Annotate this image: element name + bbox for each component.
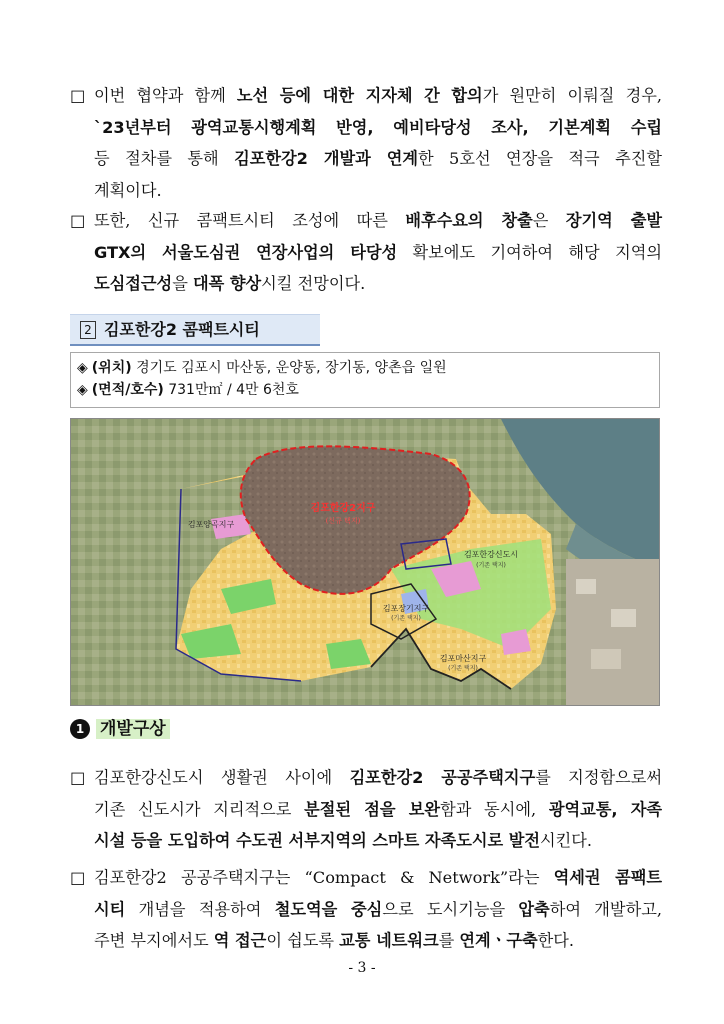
plain-text: 이 쉽도록 (266, 931, 340, 950)
checkbox-bullet: □ (70, 211, 86, 230)
text-line (94, 925, 662, 957)
section-title (70, 314, 320, 346)
aerial-map-image (71, 419, 660, 706)
emphasis-text: 도심접근성 (94, 274, 173, 293)
diamond-bullet-icon: ◈ (77, 382, 88, 398)
text-line (94, 237, 662, 269)
paragraph-body (94, 205, 662, 300)
paragraph-body (94, 762, 662, 857)
info-box (70, 352, 660, 408)
text-line (94, 175, 662, 207)
plain-text: 기존 신도시가 지리적으로 (94, 799, 305, 819)
emphasis-text: 역세권 콤팩트 (553, 868, 662, 887)
paragraph-4 (70, 862, 662, 957)
plain-text: 를 지정함으로써 (535, 768, 663, 787)
map-label-south-sub: (기존 택지) (448, 665, 478, 672)
plain-text: 함과 동시에, (440, 799, 549, 819)
checkbox-bullet: □ (70, 768, 86, 787)
plain-text: 등 절차를 통해 (94, 149, 235, 168)
numbered-circle-icon: 1 (70, 719, 90, 739)
diamond-bullet-icon: ◈ (77, 360, 88, 376)
plain-text: 시킬 전망이다. (261, 274, 366, 293)
map-label-center: 김포한강2지구 (310, 503, 376, 514)
text-line (94, 794, 662, 826)
emphasis-text: 철도역을 중심 (274, 899, 383, 919)
map-label-center-sub: (신규 택지) (325, 517, 361, 525)
map-label-east: 김포한강신도시 (463, 550, 519, 559)
text-line (94, 762, 662, 794)
emphasis-text: 노선 등에 대한 지자체 간 합의 (236, 86, 483, 105)
page-number: - 3 - (348, 960, 376, 976)
text-line (94, 205, 662, 237)
subsection-title (70, 714, 170, 744)
plain-text: 를 (438, 931, 460, 950)
plain-text: 이번 협약과 함께 (94, 86, 237, 105)
plain-text: 하여 개발하고, (549, 899, 662, 919)
emphasis-text: 교통 네트워크 (339, 931, 439, 950)
info-label: (위치) (91, 360, 132, 376)
emphasis-text: 시티 (94, 899, 126, 919)
paragraph-body (94, 862, 662, 957)
section-title-text: 김포한강2 콤팩트시티 (104, 320, 260, 339)
text-line (94, 825, 662, 857)
text-line (94, 894, 662, 926)
checkbox-bullet: □ (70, 868, 86, 887)
info-value: 경기도 김포시 마산동, 운양동, 장기동, 양촌읍 일원 (131, 360, 447, 376)
subsection-title-text: 개발구상 (96, 719, 170, 739)
plain-text: 김포한강2 공공주택지구는 “Compact & Network”라는 (94, 868, 554, 887)
emphasis-text: 시설 등을 도입하여 수도권 서부지역의 스마트 자족도시로 발전 (94, 831, 541, 850)
plain-text: 한 5호선 연장을 적극 추진할 (417, 149, 662, 168)
map-label-mid-sub: (기존 택지) (391, 615, 421, 622)
emphasis-text: 김포한강2 개발과 연계 (234, 149, 418, 168)
plain-text: 계획이다. (94, 180, 162, 200)
emphasis-text: 장기역 출발 (565, 211, 662, 230)
emphasis-text: 역 접근 (213, 931, 267, 950)
plain-text: 을 (172, 274, 193, 293)
paragraph-body (94, 80, 662, 206)
checkbox-bullet: □ (70, 86, 86, 105)
emphasis-text: 광역교통, 자족 (548, 799, 663, 819)
map-label-mid: 김포장기지구 (382, 604, 430, 613)
plain-text: 주변 부지에서도 (94, 931, 214, 950)
paragraph-2 (70, 205, 662, 300)
info-value: 731만㎡ / 4만 6천호 (163, 382, 299, 398)
map-label-east-sub: (기존 택지) (476, 562, 506, 569)
plain-text: 시킨다. (540, 831, 593, 850)
paragraph-1 (70, 80, 662, 206)
text-line (94, 143, 662, 175)
plain-text: 또한, 신규 콤팩트시티 조성에 따른 (94, 211, 406, 230)
text-line (94, 862, 662, 894)
emphasis-text: 김포한강2 공공주택지구 (349, 768, 536, 787)
plain-text: 가 원만히 이뤄질 경우, (482, 86, 662, 105)
text-line (94, 80, 662, 112)
emphasis-text: 압축 (518, 899, 550, 919)
emphasis-text: 연계ㆍ구축 (459, 931, 538, 950)
info-label: (면적/호수) (91, 382, 164, 398)
emphasis-text: 대폭 향상 (192, 274, 262, 293)
emphasis-text: 배후수요의 창출 (405, 211, 533, 230)
paragraph-3 (70, 762, 662, 857)
emphasis-text: `23년부터 광역교통시행계획 반영, 예비타당성 조사, 기본계획 수립 (94, 117, 662, 137)
plain-text: 으로 도시기능을 (382, 899, 519, 919)
text-line (94, 268, 662, 300)
section-number: 2 (80, 321, 96, 339)
text-line (94, 112, 662, 144)
plain-text: 확보에도 기여하여 해당 지역의 (397, 242, 662, 262)
site-map (70, 418, 660, 706)
map-label-south: 김포마산지구 (439, 654, 487, 663)
info-row-area (77, 379, 659, 401)
map-label-west: 김포양곡지구 (187, 520, 235, 529)
plain-text: 김포한강신도시 생활권 사이에 (94, 768, 350, 787)
plain-text: 한다. (537, 931, 575, 950)
plain-text: 개념을 적용하여 (125, 899, 275, 919)
plain-text: 은 (532, 211, 566, 230)
info-row-location (77, 357, 659, 379)
emphasis-text: 분절된 점을 보완 (304, 799, 441, 819)
emphasis-text: GTX의 서울도심권 연장사업의 타당성 (94, 242, 398, 262)
